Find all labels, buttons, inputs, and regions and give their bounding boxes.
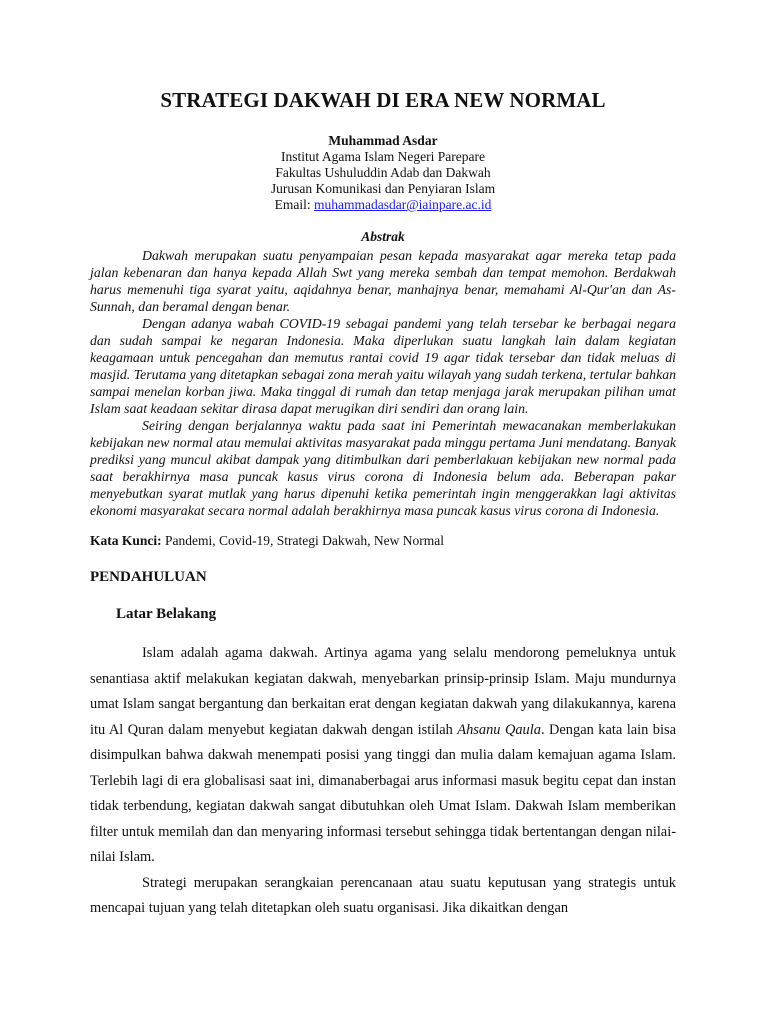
abstract-paragraph-3: Seiring dengan berjalannya waktu pada saat ini Pemerintah mewacanakan memberlakukan kebijakan new normal atau memulai aktivitas masyarakat pada minggu pertama Juni mendatang. Banyak prediksi yang muncul akibat dampak yang ditimbulkan dari pemberlakuan kebijakan new normal pada saat berakhirnya masa puncak kasus virus corona di Indonesia belum ada. Beberapan pakar menyebutkan syarat mutlak yang harus dipenuhi ketika pemerintah ingin menggerakkan lagi aktivitas ekonomi masyarakat secara normal adalah berakhirnya masa puncak kasus virus corona di Indonesia. xyxy=(90,418,676,518)
abstract-body xyxy=(90,247,676,519)
affiliation-institute: Institut Agama Islam Negeri Parepare xyxy=(281,149,485,164)
author-block xyxy=(90,133,676,213)
body-paragraph-1-italic-term: Ahsanu Qaula xyxy=(457,721,541,738)
author-name: Muhammad Asdar xyxy=(328,133,438,148)
abstract-paragraph-1: Dakwah merupakan suatu penyampaian pesan kepada masyarakat agar mereka tetap pada jalan kebenaran dan hanya kepada Allah Swt yang mereka sembah dan tempat memohon. Berdakwah harus memenuhi tiga syarat yaitu, aqidahnya benar, manhajnya benar, memahami Al-Qur'an dan As-Sunnah, dan beramal dengan benar. xyxy=(90,248,676,314)
body-text xyxy=(90,641,676,922)
abstract-paragraph-2: Dengan adanya wabah COVID-19 sebagai pandemi yang telah tersebar ke berbagai negara dan sudah sampai ke negaran Indonesia. Maka diperlukan suatu langkah lain dalam kegiatan keagamaan untuk pencegahan dan memutus rantai covid 19 agar tidak tersebar dan tidak meluas di masjid. Terutama yang ditetapkan sebagai zona merah yaitu wilayah yang sudah terkena, tertular bahkan sampai menelan korban jiwa. Maka tinggal di rumah dan tetap menjaga jarak merupakan pilihan umat Islam saat keadaan sekitar dirasa dapat merugikan diri sendiri dan orang lain. xyxy=(90,316,676,416)
body-paragraph-1 xyxy=(90,641,676,871)
section-heading-intro: PENDAHULUAN xyxy=(90,569,207,585)
body-paragraph-2: Strategi merupakan serangkaian perencanaan atau suatu keputusan yang strategis untuk mencapai tujuan yang telah ditetapkan oleh suatu organisasi. Jika dikaitkan dengan xyxy=(90,874,676,916)
body-paragraph-1-part-2: . Dengan kata lain bisa disimpulkan bahwa dakwah menempati posisi yang tinggi dan mulia dalam kemajuan agama Islam. Terlebih lagi di era globalisasi saat ini, dimanaberbagai arus informasi masuk begitu cepat dan instan tidak terbendung, kegiatan dakwah sangat dibutuhkan oleh Umat Islam. Dakwah Islam memberikan filter untuk memilah dan dan menyaring informasi tersebut sehingga tidak bertentangan dengan nilai-nilai Islam. xyxy=(90,721,676,865)
paper-title: STRATEGI DAKWAH DI ERA NEW NORMAL xyxy=(160,88,606,112)
keywords-label: Kata Kunci: xyxy=(90,533,162,548)
email-link[interactable]: muhammadasdar@iainpare.ac.id xyxy=(314,197,492,212)
email-line xyxy=(90,197,676,213)
email-label: Email: xyxy=(274,197,314,212)
affiliation-faculty: Fakultas Ushuluddin Adab dan Dakwah xyxy=(275,165,491,180)
keywords-text: Pandemi, Covid-19, Strategi Dakwah, New Normal xyxy=(161,533,444,548)
body-paragraph-1-part-1: Islam adalah agama dakwah. Artinya agama yang selalu mendorong pemeluknya untuk senantiasa aktif melakukan kegiatan dakwah, menyebarkan prinsip-prinsip Islam. Maju mundurnya umat Islam sangat bergantung dan berkaitan erat dengan kegiatan dakwah yang dilakukannya, karena itu Al Quran dalam menyebut kegiatan dakwah dengan istilah xyxy=(90,645,676,738)
subsection-heading-background: Latar Belakang xyxy=(116,606,217,622)
abstract-heading: Abstrak xyxy=(361,229,405,244)
keywords-line xyxy=(90,533,676,549)
affiliation-department: Jurusan Komunikasi dan Penyiaran Islam xyxy=(270,181,496,196)
